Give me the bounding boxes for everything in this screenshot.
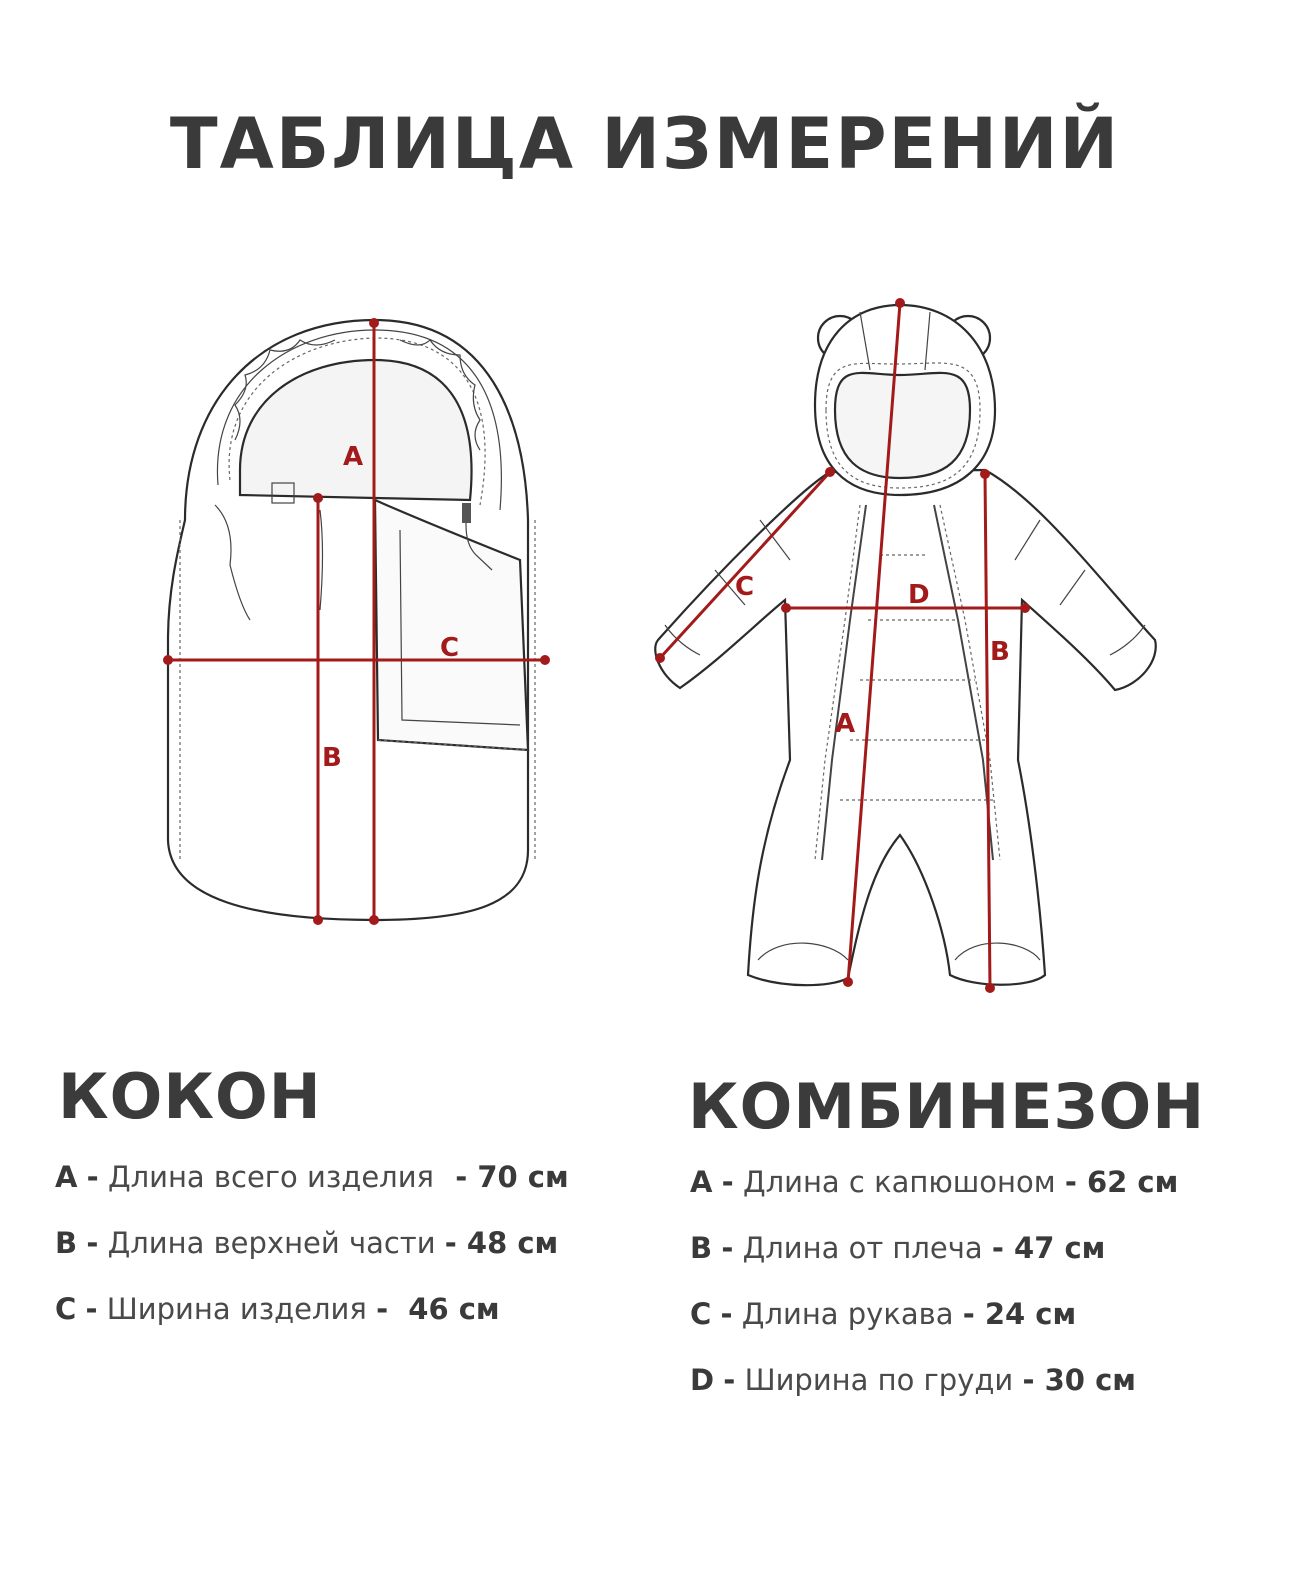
overall-label-d: D xyxy=(908,580,930,610)
overall-label-a: A xyxy=(835,709,856,739)
cocoon-spec-a: A - Длина всего изделия - 70 см xyxy=(55,1160,569,1194)
overall-heading: КОМБИНЕЗОН xyxy=(688,1070,1206,1143)
overall-drawing xyxy=(655,305,1156,985)
overall-spec-d: D - Ширина по груди - 30 см xyxy=(690,1363,1136,1397)
cocoon-label-b: B xyxy=(322,743,342,773)
overall-spec-b: B - Длина от плеча - 47 см xyxy=(690,1231,1106,1265)
cocoon-label-a: A xyxy=(343,442,364,472)
page-title: ТАБЛИЦА ИЗМЕРЕНИЙ xyxy=(169,103,1121,185)
measurement-diagram xyxy=(150,270,1200,1010)
cocoon-drawing xyxy=(168,320,535,920)
overall-label-c: C xyxy=(735,572,755,602)
overall-spec-c: C - Длина рукава - 24 см xyxy=(690,1297,1077,1331)
cocoon-label-c: C xyxy=(440,633,460,663)
cocoon-spec-b: B - Длина верхней части - 48 см xyxy=(55,1226,559,1260)
cocoon-spec-c: C - Ширина изделия - 46 см xyxy=(55,1292,500,1326)
cocoon-heading: КОКОН xyxy=(58,1060,322,1133)
overall-label-b: B xyxy=(990,637,1010,667)
overall-spec-a: A - Длина с капюшоном - 62 см xyxy=(690,1165,1179,1199)
